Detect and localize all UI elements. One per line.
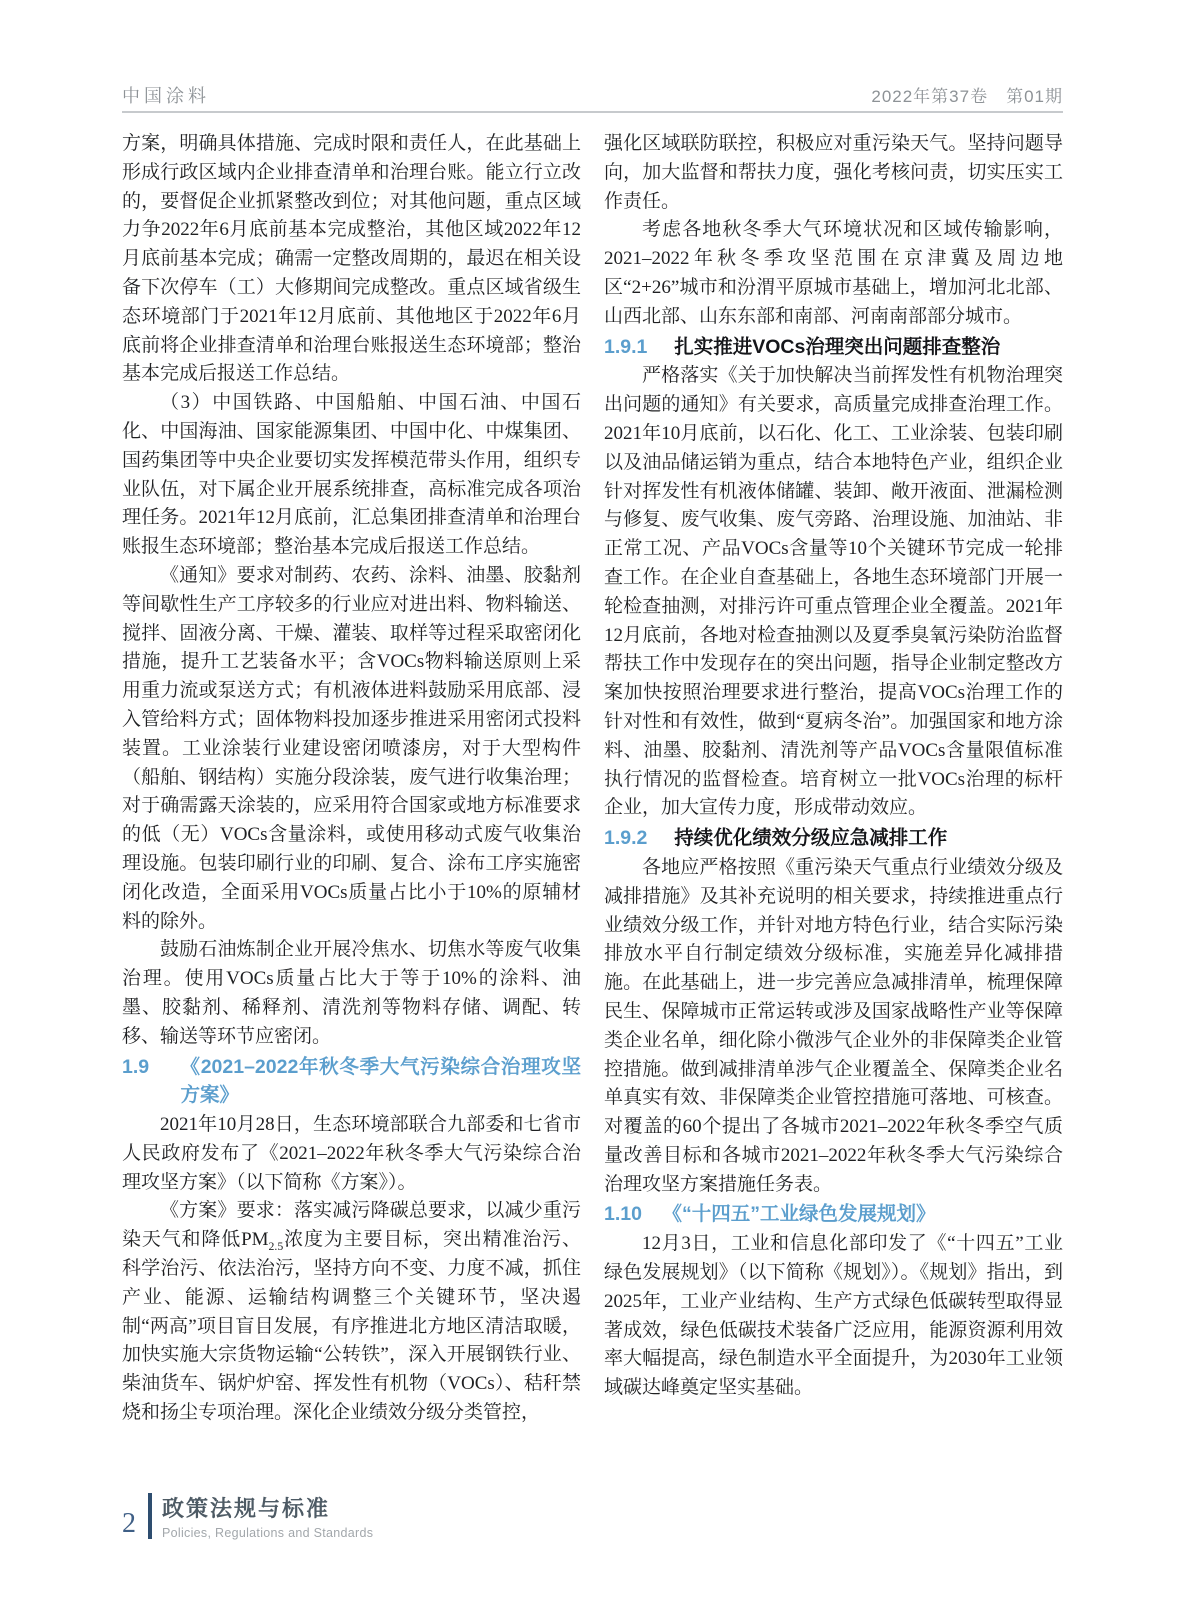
text-before-subscript: 《方案》要求：落实减污降碳总要求，以减少重污染天气和降低PM <box>122 1200 581 1251</box>
section-heading-1-9-1 <box>604 333 1063 362</box>
paragraph: 严格落实《关于加快解决当前挥发性有机物治理突出问题的通知》有关要求，高质量完成排查治理工作。2021年10月底前，以石化、化工、工业涂装、包装印刷以及油品储运销为重点，结合本地特色产业，组织企业针对挥发性有机液体储罐、装卸、敞开液面、泄漏检测与修复、废气收集、废气旁路、治理设施、加油站、非正常工况、产品VOCs含量等10个关键环节完成一轮排查工作。在企业自查基础上，各地生态环境部门开展一轮检查抽测，对排污许可重点管理企业全覆盖。2021年12月底前，各地对检查抽测以及夏季臭氧污染防治监督帮扶工作中发现存在的突出问题，指导企业制定整改方案加快按照治理要求进行整治，提高VOCs治理工作的针对性和有效性，做到“夏病冬治”。加强国家和地方涂料、油墨、胶黏剂、清洗剂等产品VOCs含量限值标准执行情况的监督检查。培育树立一批VOCs治理的标杆企业，加大宣传力度，形成带动效应。 <box>604 365 1063 819</box>
section-number: 1.9.2 <box>604 827 648 850</box>
text-after-subscript: 浓度为主要目标，突出精准治污、科学治污、依法治污，坚持方向不变、力度不减，抓住产业、能源、运输结构调整三个关键环节，坚决遏制“两高”项目盲目发展，有序推进北方地区清洁取暖，加快实施大宗货物运输“公转铁”，深入开展钢铁行业、柴油货车、锅炉炉窑、挥发性有机物（VOCs）、秸秆禁烧和扬尘专项治理。深化企业绩效分级分类管控， <box>122 1229 581 1424</box>
header-rule <box>122 111 1063 113</box>
footer-divider-bar <box>148 1493 152 1539</box>
page-body <box>122 130 1063 1428</box>
footer-section-title-cn: 政策法规与标准 <box>162 1496 331 1521</box>
section-title: 《2021–2022年秋冬季大气污染综合治理攻坚方案》 <box>180 1055 581 1107</box>
paragraph-continuation: 方案，明确具体措施、完成时限和责任人，在此基础上形成行政区域内企业排查清单和治理台账。能立行立改的，要督促企业抓紧整改到位；对其他问题，重点区域力争2022年6月底前基本完成整治，其他区域2022年12月底前基本完成；确需一定整改周期的，最迟在相关设备下次停车（工）大修期间完成整改。重点区域省级生态环境部门于2021年12月底前、其他地区于2022年6月底前将企业排查清单和治理台账报送生态环境部；整治基本完成后报送工作总结。 <box>122 133 581 385</box>
paragraph: 12月3日，工业和信息化部印发了《“十四五”工业绿色发展规划》（以下简称《规划》）。《规划》指出，到2025年，工业产业结构、生产方式绿色低碳转型取得显著成效，绿色低碳技术装备广泛应用，能源资源利用效率大幅提高，绿色制造水平全面提升，为2030年工业领域碳达峰奠定坚实基础。 <box>604 1233 1063 1399</box>
journal-title: 中国涂料 <box>122 86 210 106</box>
left-column <box>122 130 581 1428</box>
page-footer <box>122 1492 373 1540</box>
paragraph: （3）中国铁路、中国船舶、中国石油、中国石化、中国海油、国家能源集团、中国中化、中煤集团、国药集团等中央企业要切实发挥模范带头作用，组织专业队伍，对下属企业开展系统排查，高标准完成各项治理任务。2021年12月底前，汇总集团排查清单和治理台账报生态环境部；整治基本完成后报送工作总结。 <box>122 392 581 558</box>
footer-section-title-en: Policies, Regulations and Standards <box>162 1526 374 1540</box>
page-header <box>122 82 1063 108</box>
section-title: 《“十四五”工业绿色发展规划》 <box>662 1203 936 1226</box>
paragraph-with-subscript <box>122 1197 581 1427</box>
section-heading-1-9 <box>122 1053 581 1111</box>
paragraph-continuation: 强化区域联防联控，积极应对重污染天气。坚持问题导向，加大监督和帮扶力度，强化考核问责，切实压实工作责任。 <box>604 133 1063 212</box>
page-number: 2 <box>122 1508 136 1539</box>
pm25-subscript: 2.5 <box>268 1240 284 1254</box>
paragraph: 考虑各地秋冬季大气环境状况和区域传输影响，2021–2022年秋冬季攻坚范围在京津冀及周边地区“2+26”城市和汾渭平原城市基础上，增加河北北部、山西北部、山东东部和南部、河南南部部分城市。 <box>604 219 1063 327</box>
section-title: 持续优化绩效分级应急减排工作 <box>674 827 948 850</box>
issue-info: 2022年第37卷 第01期 <box>871 87 1063 106</box>
footer-section-block <box>162 1492 373 1540</box>
paragraph: 《通知》要求对制药、农药、涂料、油墨、胶黏剂等间歇性生产工序较多的行业应对进出料、物料输送、搅拌、固液分离、干燥、灌装、取样等过程采取密闭化措施，提升工艺装备水平；含VOCs物料输送原则上采用重力流或泵送方式；有机液体进料鼓励采用底部、浸入管给料方式；固体物料投加逐步推进采用密闭式投料装置。工业涂装行业建设密闭喷漆房，对于大型构件（船舶、钢结构）实施分段涂装，废气进行收集治理；对于确需露天涂装的，应采用符合国家或地方标准要求的低（无）VOCs含量涂料，或使用移动式废气收集治理设施。包装印刷行业的印刷、复合、涂布工序实施密闭化改造，全面采用VOCs质量占比小于10%的原辅材料的除外。 <box>122 564 581 932</box>
section-number: 1.10 <box>604 1203 642 1226</box>
section-number: 1.9 <box>122 1055 150 1078</box>
section-title: 扎实推进VOCs治理突出问题排查整治 <box>674 335 1001 358</box>
paragraph: 2021年10月28日，生态环境部联合九部委和七省市人民政府发布了《2021–2022年秋冬季大气污染综合治理攻坚方案》（以下简称《方案》）。 <box>122 1114 581 1193</box>
paragraph: 各地应严格按照《重污染天气重点行业绩效分级及减排措施》及其补充说明的相关要求，持续推进重点行业绩效分级工作，并针对地方特色行业，结合实际污染排放水平自行制定绩效分级标准，实施差异化减排措施。在此基础上，进一步完善应急减排清单，梳理保障民生、保障城市正常运转或涉及国家战略性产业等保障类企业名单，细化除小微涉气企业外的非保障类企业管控措施。做到减排清单涉气企业覆盖全、保障类企业名单真实有效、非保障类企业管控措施可落地、可核查。对覆盖的60个提出了各城市2021–2022年秋冬季空气质量改善目标和各城市2021–2022年秋冬季大气污染综合治理攻坚方案措施任务表。 <box>604 856 1063 1195</box>
section-number: 1.9.1 <box>604 335 648 358</box>
paragraph: 鼓励石油炼制企业开展冷焦水、切焦水等废气收集治理。使用VOCs质量占比大于等于10%的涂料、油墨、胶黏剂、稀释剂、清洗剂等物料存储、调配、转移、输送等环节应密闭。 <box>122 939 581 1047</box>
right-column <box>604 130 1063 1428</box>
section-heading-1-10 <box>604 1200 1063 1229</box>
section-heading-1-9-2 <box>604 824 1063 853</box>
